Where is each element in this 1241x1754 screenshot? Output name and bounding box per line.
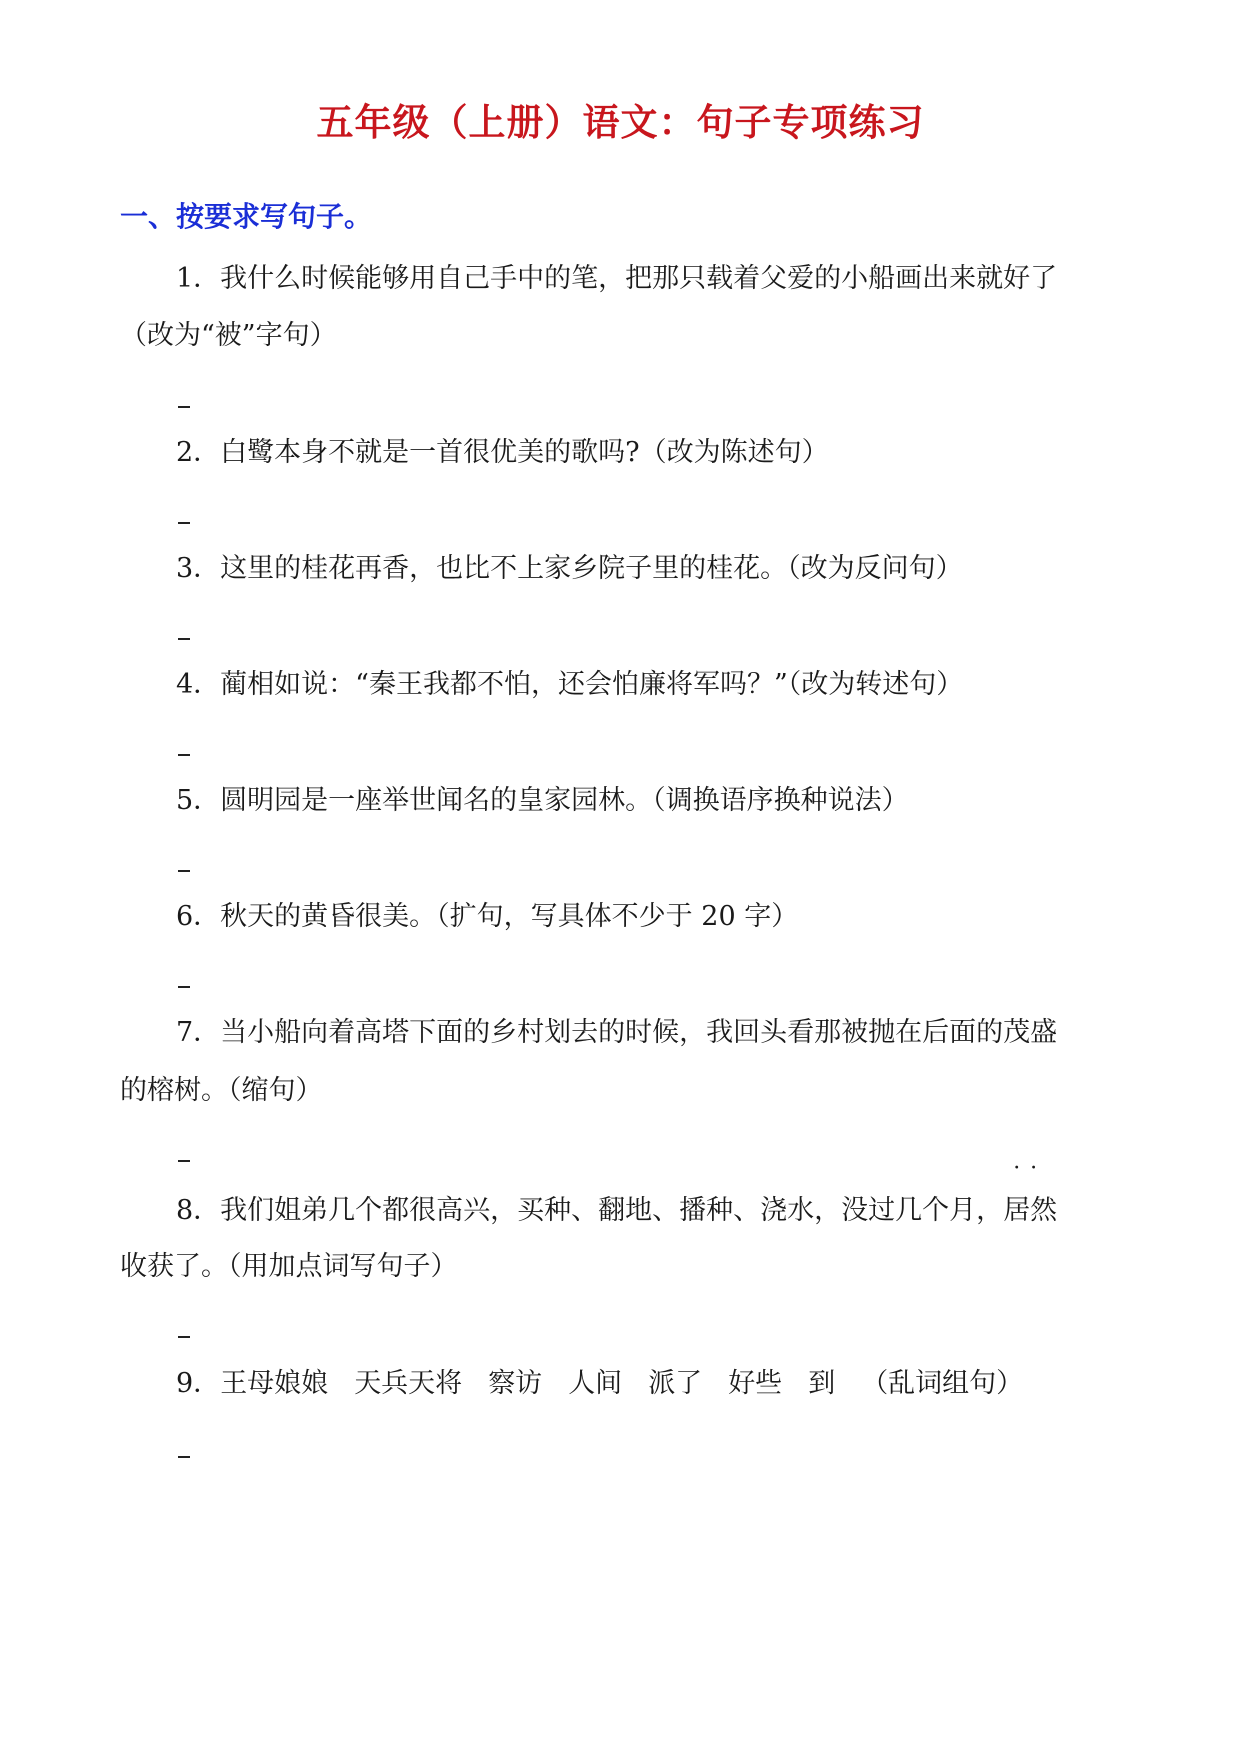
scrambled-word: 人间 [568,1368,623,1399]
question-7-line-1: 7．当小船向着高塔下面的乡村划去的时候，我回头看那被抛在后面的茂盛 [176,1017,1058,1048]
question-8-line-1 [120,1156,1186,1242]
answer-blank-3[interactable] [178,638,190,640]
question-8-text: 8．我们姐弟几个都很高兴，买种、翻地、播种、浇水，没过几个月， [176,1195,1004,1226]
answer-blank-9[interactable] [178,1456,190,1458]
scrambled-word: 派了 [648,1368,703,1399]
question-8-line-2: 收获了。（用加点词写句子） [120,1251,458,1282]
page-title: 五年级（上册）语文：句子专项练习 [316,100,925,144]
question-3: 3．这里的桂花再香，也比不上家乡院子里的桂花。（改为反问句） [176,553,963,584]
question-4: 4．蔺相如说：“秦王我都不怕，还会怕廉将军吗？”（改为转述句） [176,669,964,700]
emphasis-dots: ·· [1013,1156,1048,1181]
scrambled-word: 王母娘娘 [220,1368,329,1399]
answer-blank-8[interactable] [178,1336,190,1338]
answer-blank-1[interactable] [178,406,190,408]
answer-blank-7[interactable] [178,1160,190,1162]
answer-blank-6[interactable] [178,986,190,988]
section-heading: 一、按要求写句子。 [120,200,373,233]
scrambled-word: 察访 [488,1368,543,1399]
question-7-line-2: 的榕树。（缩句） [120,1075,323,1106]
question-9-instruction: （乱词组句） [861,1368,1024,1399]
scrambled-word: 天兵天将 [354,1368,463,1399]
question-5: 5．圆明园是一座举世闻名的皇家园林。（调换语序换种说法） [176,785,909,816]
question-9 [120,1353,1186,1415]
question-1-line-1: 1．我什么时候能够用自己手中的笔，把那只载着父爱的小船画出来就好了 [176,263,1058,294]
answer-blank-5[interactable] [178,870,190,872]
question-6: 6．秋天的黄昏很美。（扩句，写具体不少于 20 字） [176,901,799,932]
answer-blank-4[interactable] [178,754,190,756]
question-9-number: 9． [176,1368,221,1399]
question-2: 2．白鹭本身不就是一首很优美的歌吗?（改为陈述句） [176,437,829,468]
question-1-line-2: （改为“被”字句） [120,320,337,351]
scrambled-word: 好些 [728,1368,783,1399]
emphasis-word-text: 居然 [1003,1195,1058,1226]
scrambled-word: 到 [808,1368,836,1399]
emphasis-word [1003,1156,1058,1242]
answer-blank-2[interactable] [178,522,190,524]
